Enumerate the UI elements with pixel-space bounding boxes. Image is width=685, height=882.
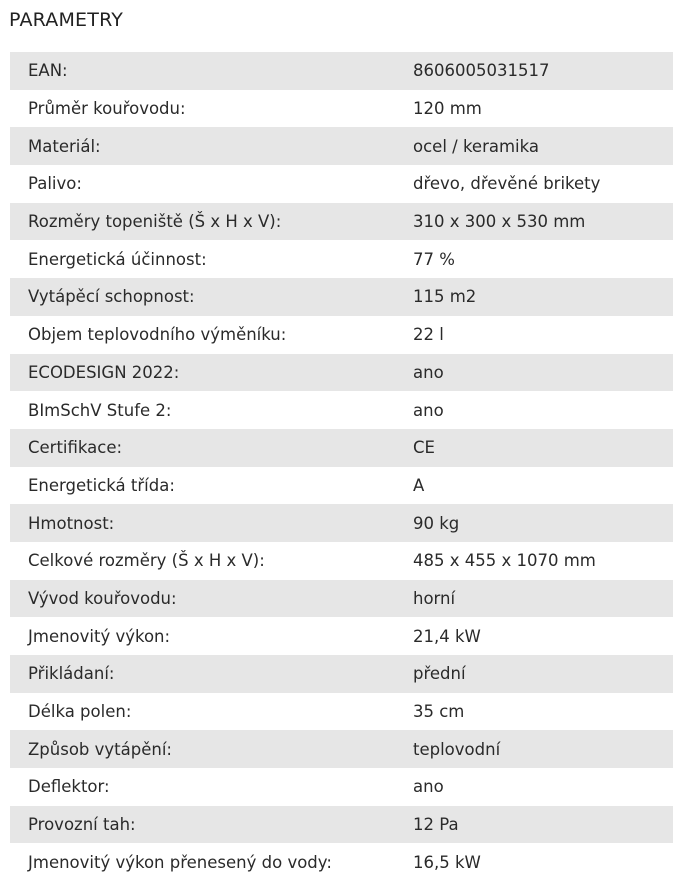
table-row [10,843,673,881]
table-row [10,165,673,203]
parameter-value: 485 x 455 x 1070 mm [413,551,596,571]
parameter-value: dřevo, dřevěné brikety [413,174,601,194]
table-row [10,127,673,165]
parameter-value: ano [413,362,444,382]
table-row [10,90,673,128]
table-row [10,655,673,693]
parameter-label: Energetická účinnost: [28,249,207,269]
section-title: PARAMETRY [9,9,124,31]
table-row [10,617,673,655]
table-row [10,467,673,505]
parameter-value: 21,4 kW [413,626,481,646]
parameter-label: Vytápěcí schopnost: [28,287,195,307]
parameter-value: ano [413,777,444,797]
table-row [10,806,673,844]
parameter-label: Materiál: [28,136,101,156]
table-row [10,504,673,542]
parameter-label: Provozní tah: [28,815,136,835]
table-row [10,316,673,354]
table-row [10,580,673,618]
parameter-value: horní [413,588,456,608]
parameter-label: Objem teplovodního výměníku: [28,325,287,345]
parameter-value: 115 m2 [413,287,477,307]
table-row [10,52,673,90]
table-row [10,203,673,241]
parameter-label: Rozměry topeniště (Š x H x V): [28,212,282,232]
parameter-label: Jmenovitý výkon: [28,626,171,646]
parameter-value: 8606005031517 [413,61,550,81]
table-row [10,391,673,429]
parameter-label: Průměr kouřovodu: [28,99,186,119]
parameter-value: 310 x 300 x 530 mm [413,212,586,232]
parameter-value: 35 cm [413,702,465,722]
parameter-value: ocel / keramika [413,136,539,156]
parameter-value: teplovodní [413,739,501,759]
table-row [10,730,673,768]
parameter-label: BImSchV Stufe 2: [28,400,172,420]
table-row [10,354,673,392]
parameter-value: 12 Pa [413,815,459,835]
table-row [10,768,673,806]
table-row [10,278,673,316]
parameter-value: 22 l [413,325,444,345]
parameter-value: CE [413,438,435,458]
parameter-label: Energetická třída: [28,475,175,495]
parameter-value: 77 % [413,249,455,269]
parameter-value: A [413,475,425,495]
parameter-label: Způsob vytápění: [28,739,172,759]
parameter-label: EAN: [28,61,68,81]
table-row [10,693,673,731]
parameter-label: Certifikace: [28,438,123,458]
parameter-label: Celkové rozměry (Š x H x V): [28,551,265,571]
parameter-label: Palivo: [28,174,82,194]
parameter-value: ano [413,400,444,420]
parameter-label: Hmotnost: [28,513,115,533]
parameter-label: Deflektor: [28,777,110,797]
parameters-table [10,52,673,881]
parameter-value: 16,5 kW [413,852,481,872]
parameter-label: Přikládaní: [28,664,115,684]
table-row [10,429,673,467]
table-row [10,240,673,278]
parameter-value: 90 kg [413,513,460,533]
parameter-value: přední [413,664,466,684]
parameter-label: Jmenovitý výkon přenesený do vody: [28,852,332,872]
table-row [10,542,673,580]
parameter-label: Vývod kouřovodu: [28,588,177,608]
parameter-label: Délka polen: [28,702,132,722]
parameter-value: 120 mm [413,99,482,119]
parameter-label: ECODESIGN 2022: [28,362,180,382]
